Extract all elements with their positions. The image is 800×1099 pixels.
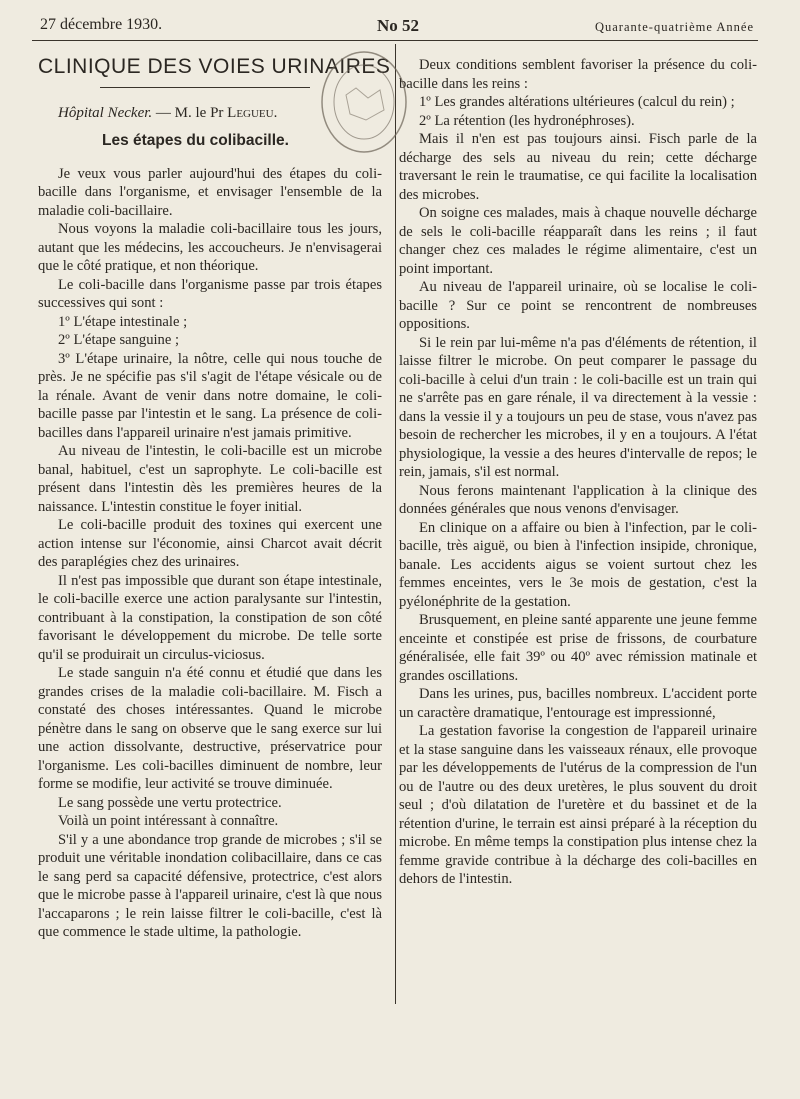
page-header: [32, 14, 758, 41]
library-stamp: [316, 40, 412, 158]
issue-number: No 52: [377, 16, 420, 35]
right-column: [399, 56, 757, 889]
paragraph: S'il y a une abondance trop grande de microbes ; s'il se produit une véritable inondation colibacillaire, dans ce cas le sang perd sa capacité défensive, protectrice, c'est alors que le microbe passe à l'appareil urinaire, c'est là que nous l'accaparons ; le rein laisse filtrer le coli-bacille, c'est là que commence le stade ultime, la pathologie.: [38, 831, 382, 940]
left-column: [38, 46, 391, 942]
paragraph: Nous voyons la maladie coli-bacillaire tous les jours, autant que les médecins, les accoucheurs. Je n'envisagerai que le côté pratique, et non théorique.: [38, 221, 382, 274]
paragraph: Au niveau de l'appareil urinaire, où se localise le coli-bacille ? Sur ce point se rencontrent de nombreuses oppositions.: [399, 279, 757, 332]
paragraph: 3º L'étape urinaire, la nôtre, celle qui nous touche de près. Je ne spécifie pas s'il s'agit de l'étape vésicale ou de la rénale. Avant de venir dans notre domaine, le coli-bacille passe par l'intestin et le sang. La présence de coli-bacilles dans l'appareil urinaire n'est jamais primitive.: [38, 350, 382, 441]
byline-author: Legueu.: [227, 104, 278, 121]
paragraph: Voilà un point intéressant à connaître.: [58, 813, 279, 829]
paragraph: Au niveau de l'intestin, le coli-bacille est un microbe banal, habituel, c'est un saprophyte. Le coli-bacille est présent dans l'intestin dès les premières heures de la naissance. L'intestin constitue le foyer initial.: [38, 443, 382, 515]
list-item: 2º La rétention (les hydronéphroses).: [419, 112, 635, 129]
paragraph: La gestation favorise la congestion de l'appareil urinaire et la stase sanguine dans les vaisseaux rénaux, elle provoque par les développements de l'utérus de la compression de l'un ou de l'autre ou des deux uretères, le plus souvent du droit seul ; d'où dilatation de l'uretère et du bassinet et de la rétention d'urine, le terrain est ainsi préparé à la réception du microbe. En même temps la constipation plus intense chez la femme gravide contribue à la décharge des coli-bacilles en dehors de l'intestin.: [399, 723, 757, 887]
paragraph: On soigne ces malades, mais à chaque nouvelle décharge de sels le coli-bacille réapparaît dans les reins ; il faut changer chez ces malades le régime alimentaire, c'est un point important.: [399, 205, 757, 277]
byline-separator: — M. le Pr: [152, 104, 228, 121]
issue-date: 27 décembre 1930.: [40, 16, 163, 33]
paragraph: Deux conditions semblent favoriser la présence du coli-bacille dans les reins :: [399, 57, 757, 92]
year-label: Quarante-quatrième Année: [594, 20, 754, 34]
byline-place: Hôpital Necker.: [58, 104, 153, 121]
paragraph: Nous ferons maintenant l'application à la clinique des données générales que nous venons d'envisager.: [399, 482, 757, 517]
paragraph: Le sang possède une vertu protectrice.: [58, 794, 282, 811]
paragraph: Si le rein par lui-même n'a pas d'éléments de rétention, il laisse filtrer le microbe. On peut comparer le passage du coli-bacille à celui d'un train : le coli-bacille est un train qui ne s'arrête pas en gare rénale, il va directement à la vessie : dans la vessie il y a toujours un peu de stase, vous n'avez pas besoin de rechercher les microbes, il y en a toujours. A l'état physiologique, la vessie a des heures d'intervalle de repos; le rein, jamais, s'il est normal.: [399, 334, 757, 480]
paragraph: Le coli-bacille dans l'organisme passe par trois étapes successives qui sont :: [38, 276, 382, 311]
paragraph: Dans les urines, pus, bacilles nombreux. L'accident porte un caractère dramatique, l'entourage est impressionné,: [399, 686, 757, 721]
paragraph: Brusquement, en pleine santé apparente une jeune femme enceinte et constipée est prise de frissons, de courbature généralisée, elle fait 39º ou 40º avec rémission matinale et grandes oscillations.: [399, 612, 757, 684]
article-title: CLINIQUE DES VOIES URINAIRES: [38, 55, 391, 78]
paragraph: En clinique on a affaire ou bien à l'infection, par le coli-bacille, très aiguë, ou bien à l'infection insipide, chronique, banale. Les accidents aigus se voient surtout chez les femmes enceintes, vers le 3e mois de gestation, c'est la pyélonéphrite de la gestation.: [399, 519, 757, 610]
list-item: 1º L'étape intestinale ;: [58, 313, 188, 330]
paragraph: Il n'est pas impossible que durant son étape intestinale, le coli-bacille exerce une action paralysante sur l'intestin, contribuant à la constipation, la constipation de son côté favorisant le développement du microbe. De telle sorte qu'il se produirait un circulus-viciosus.: [38, 572, 382, 663]
title-rule: [100, 87, 310, 88]
paragraph: Je veux vous parler aujourd'hui des étapes du coli-bacille dans l'organisme, et envisager l'ensemble de la maladie coli-bacillaire.: [38, 165, 382, 219]
paragraph: Le coli-bacille produit des toxines qui exercent une action intense sur l'économie, ainsi Charcot avait décrit des paraplégies chez des urinaires.: [38, 517, 382, 570]
list-item: 2º L'étape sanguine ;: [58, 332, 180, 348]
paragraph: Mais il n'en est pas toujours ainsi. Fisch parle de la décharge des sels au niveau du rein; cette décharge traversant le rein le traumatise, ce qui facilite la localisation des microbes.: [399, 131, 757, 203]
paragraph: Le stade sanguin n'a été connu et étudié que dans les grandes crises de la maladie coli-bacillaire. M. Fisch a constaté des choses intéressantes. Quand le microbe pénètre dans le sang on observe que le sang exerce sur lui une action dissolvante, destructive, préservatrice pour l'organisme. Les coli-bacilles diminuent de nombre, leur forme se modifie, leur activité se trouve diminuée.: [38, 665, 382, 792]
list-item: 1º Les grandes altérations ultérieures (calcul du rein) ;: [419, 94, 735, 110]
article-subtitle: Les étapes du colibacille.: [102, 132, 289, 149]
column-divider: [395, 44, 396, 1004]
